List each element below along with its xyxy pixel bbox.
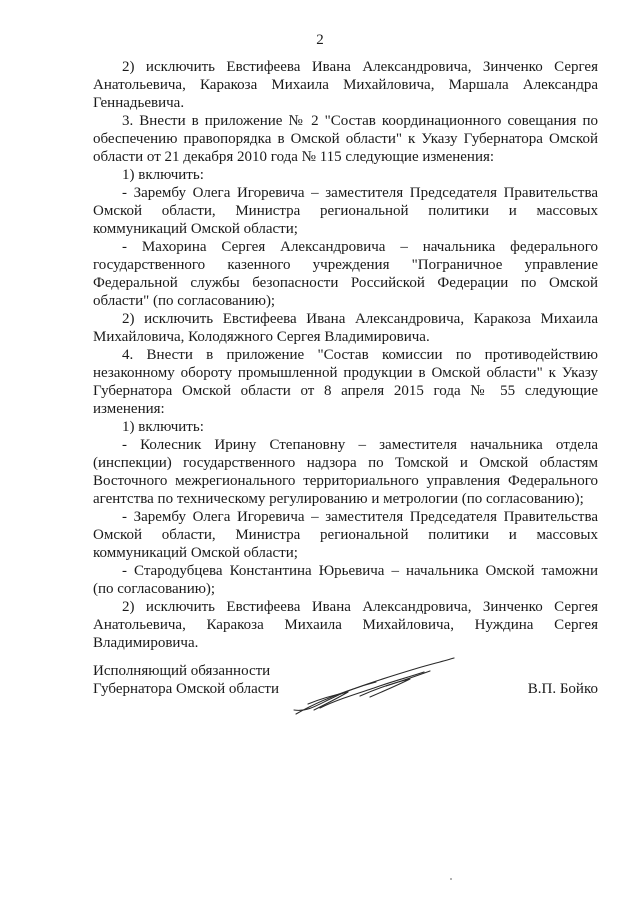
paragraph: 2) исключить Евстифеева Ивана Александровича, Каракоза Михаила Михайловича, Колодяжного Сергея Владимировича. [93,311,598,345]
paragraph: - Зарембу Олега Игоревича – заместителя Председателя Правительства Омской области, Министра региональной политики и массовых коммуникаций Омской области; [93,509,598,561]
page-number: 2 [316,32,324,48]
paragraph: 2) исключить Евстифеева Ивана Александровича, Зинченко Сергея Анатольевича, Каракоза Михаила Михайловича, Нуждина Сергея Владимировича. [93,599,598,651]
paragraph: 2) исключить Евстифеева Ивана Александровича, Зинченко Сергея Анатольевича, Каракоза Михаила Михайловича, Маршала Александра Геннадьевича. [93,59,598,111]
paragraph: 4. Внести в приложение "Состав комиссии по противодействию незаконному обороту промышленной продукции в Омской области" к Указу Губернатора Омской области от 8 апреля 2015 года № 55 следующие изменения: [93,347,598,417]
paragraph: - Махорина Сергея Александровича – начальника федерального государственного казенного учреждения "Пограничное управление Федеральной службы безопасности Российской Федерации по Омской области" (по согласованию); [93,239,598,309]
paragraph: - Стародубцева Константина Юрьевича – начальника Омской таможни (по согласованию); [93,563,598,597]
scan-artifact [450,878,452,880]
paragraph: - Зарембу Олега Игоревича – заместителя Председателя Правительства Омской области, Министра региональной политики и массовых коммуникаций Омской области; [93,185,598,237]
signer-position-line: Губернатора Омской области [93,681,279,697]
document-body [93,58,598,652]
paragraph: - Колесник Ирину Степановну – заместителя начальника отдела (инспекции) государственного надзора по Томской и Омской областям Восточного межрегионального территориального управления Федерального агентства по техническому регулированию и метрологии (по согласованию); [93,437,598,507]
signer-position-line: Исполняющий обязанности [93,663,271,679]
paragraph: 1) включить: [122,419,204,435]
paragraph: 1) включить: [122,167,204,183]
signer-position [93,662,279,698]
paragraph: 3. Внести в приложение № 2 "Состав координационного совещания по обеспечению правопорядка в Омской области" к Указу Губернатора Омской области от 21 декабря 2010 года № 115 следующие изменения: [93,113,598,165]
signer-name: В.П. Бойко [527,681,598,697]
handwritten-signature [290,652,460,722]
